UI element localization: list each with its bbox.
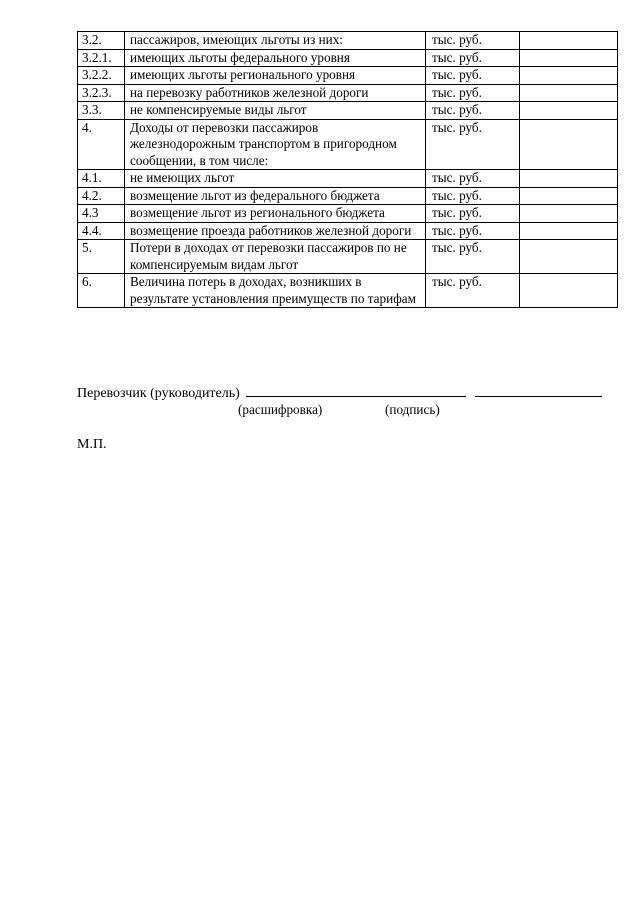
row-description: возмещение льгот из регионального бюджета [125,205,426,223]
signature-label: Перевозчик (руководитель) [77,386,240,401]
row-unit: тыс. руб. [426,170,520,188]
row-number: 3.2.1. [78,49,125,67]
row-value [520,240,618,274]
row-number: 4.1. [78,170,125,188]
row-value [520,274,618,308]
row-description: Величина потерь в доходах, возникших в результате установления преимуществ по тарифам [125,274,426,308]
table-row [78,274,618,308]
row-description: возмещение льгот из федерального бюджета [125,187,426,205]
table-row [78,119,618,170]
row-unit: тыс. руб. [426,102,520,120]
row-description: Доходы от перевозки пассажиров железнодорожным транспортом в пригородном сообщении, в том числе: [125,119,426,170]
row-number: 4.4. [78,222,125,240]
row-number: 4.2. [78,187,125,205]
row-unit: тыс. руб. [426,49,520,67]
row-number: 6. [78,274,125,308]
stamp-label: М.П. [77,437,107,452]
row-number: 4.3 [78,205,125,223]
row-value [520,102,618,120]
row-number: 3.3. [78,102,125,120]
row-unit: тыс. руб. [426,240,520,274]
report-table [77,31,618,308]
row-value [520,84,618,102]
table-row [78,32,618,50]
row-unit: тыс. руб. [426,32,520,50]
row-description: Потери в доходах от перевозки пассажиров по не компенсируемым видам льгот [125,240,426,274]
row-unit: тыс. руб. [426,205,520,223]
row-description: возмещение проезда работников железной дороги [125,222,426,240]
name-blank-line [246,383,466,397]
row-unit: тыс. руб. [426,222,520,240]
row-description: пассажиров, имеющих льготы из них: [125,32,426,50]
name-caption: (расшифровка) [238,402,323,417]
table-row [78,187,618,205]
report-table-body [78,32,618,308]
table-row [78,205,618,223]
row-number: 4. [78,119,125,170]
row-number: 3.2. [78,32,125,50]
row-description: на перевозку работников железной дороги [125,84,426,102]
row-value [520,187,618,205]
row-value [520,170,618,188]
row-unit: тыс. руб. [426,84,520,102]
row-value [520,32,618,50]
row-value [520,222,618,240]
row-number: 5. [78,240,125,274]
row-description: имеющих льготы федерального уровня [125,49,426,67]
signature-caption: (подпись) [385,402,440,417]
signature-line [77,383,602,403]
table-row [78,222,618,240]
row-unit: тыс. руб. [426,187,520,205]
table-row [78,67,618,85]
row-value [520,49,618,67]
row-value [520,119,618,170]
table-row [78,84,618,102]
row-unit: тыс. руб. [426,67,520,85]
row-number: 3.2.3. [78,84,125,102]
row-number: 3.2.2. [78,67,125,85]
signature-blank-line [475,383,602,397]
row-value [520,205,618,223]
row-unit: тыс. руб. [426,119,520,170]
table-row [78,170,618,188]
table-row [78,240,618,274]
row-description: не компенсируемые виды льгот [125,102,426,120]
row-description: не имеющих льгот [125,170,426,188]
table-row [78,102,618,120]
row-unit: тыс. руб. [426,274,520,308]
row-description: имеющих льготы регионального уровня [125,67,426,85]
row-value [520,67,618,85]
table-row [78,49,618,67]
